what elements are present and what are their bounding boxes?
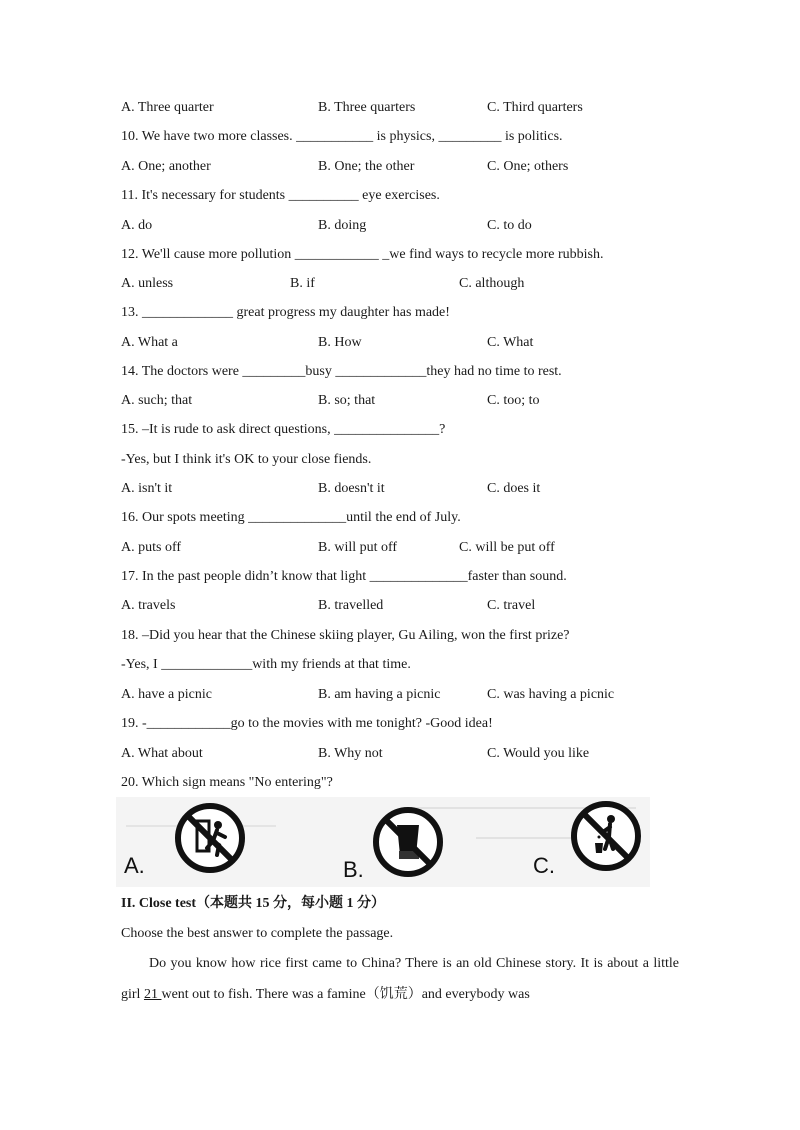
- q9-option-b: B. Three quarters: [318, 100, 416, 115]
- q20-label-b: B.: [343, 857, 364, 882]
- q19-stem: 19. -____________go to the movies with me tonight? -Good idea!: [121, 716, 493, 731]
- passage-text-a: Do you know how rice first came to China? There is an old Chinese story. It is about a little girl: [121, 956, 679, 1002]
- q16-option-c: C. will be put off: [459, 540, 555, 555]
- section-instruction: Choose the best answer to complete the passage.: [121, 926, 394, 941]
- passage-text-b: went out to fish. There was a famine（饥荒）and everybody was: [161, 987, 530, 1002]
- q19-option-a: A. What about: [121, 746, 203, 761]
- q17-option-c: C. travel: [487, 598, 536, 613]
- q12-option-c: C. although: [459, 276, 525, 291]
- q13-option-c: C. What: [487, 335, 534, 350]
- q18-option-c: C. was having a picnic: [487, 687, 615, 702]
- q19-option-b: B. Why not: [318, 746, 383, 761]
- q11-option-b: B. doing: [318, 218, 367, 233]
- q16-option-a: A. puts off: [121, 540, 182, 555]
- q13-option-b: B. How: [318, 335, 362, 350]
- q10-stem: 10. We have two more classes. ___________ is physics, _________ is politics.: [121, 129, 563, 144]
- q12-stem: 12. We'll cause more pollution ____________ _we find ways to recycle more rubbish.: [121, 247, 604, 262]
- q20-sign-image: [116, 797, 650, 887]
- q14-stem: 14. The doctors were _________busy _____________they had no time to rest.: [121, 364, 562, 379]
- q11-option-c: C. to do: [487, 218, 532, 233]
- q15-option-c: C. does it: [487, 481, 541, 496]
- q19-option-c: C. Would you like: [487, 746, 590, 761]
- blank-21: 21: [143, 987, 162, 1002]
- q15-reply: -Yes, but I think it's OK to your close fiends.: [121, 452, 372, 467]
- q15-option-a: A. isn't it: [121, 481, 173, 496]
- q10-option-b: B. One; the other: [318, 159, 415, 174]
- q18-reply: -Yes, I _____________with my friends at that time.: [121, 657, 411, 672]
- passage-paragraph: [121, 948, 679, 1010]
- q16-option-b: B. will put off: [318, 540, 398, 555]
- q11-stem: 11. It's necessary for students __________ eye exercises.: [121, 188, 440, 203]
- no-drinks-sign-icon: [371, 805, 445, 879]
- q17-option-a: A. travels: [121, 598, 176, 613]
- q12-option-a: A. unless: [121, 276, 174, 291]
- q11-option-a: A. do: [121, 218, 153, 233]
- q12-option-b: B. if: [290, 276, 315, 291]
- q20-stem: 20. Which sign means "No entering"?: [121, 775, 333, 790]
- no-entering-sign-icon: [173, 801, 247, 875]
- q13-option-a: A. What a: [121, 335, 178, 350]
- q18-option-a: A. have a picnic: [121, 687, 212, 702]
- q20-label-a: A.: [124, 853, 145, 878]
- no-littering-sign-icon: [569, 799, 643, 873]
- q16-stem: 16. Our spots meeting ______________until the end of July.: [121, 510, 461, 525]
- q18-stem: 18. –Did you hear that the Chinese skiing player, Gu Ailing, won the first prize?: [121, 628, 570, 643]
- q20-label-c: C.: [533, 853, 555, 878]
- q14-option-a: A. such; that: [121, 393, 193, 408]
- q15-option-b: B. doesn't it: [318, 481, 385, 496]
- q9-option-a: A. Three quarter: [121, 100, 214, 115]
- q13-stem: 13. _____________ great progress my daughter has made!: [121, 305, 450, 320]
- q17-option-b: B. travelled: [318, 598, 384, 613]
- q14-option-b: B. so; that: [318, 393, 376, 408]
- q10-option-a: A. One; another: [121, 159, 211, 174]
- section-title: II. Close test（本题共 15 分，每小题 1 分）: [121, 896, 386, 911]
- q14-option-c: C. too; to: [487, 393, 540, 408]
- q10-option-c: C. One; others: [487, 159, 569, 174]
- q9-option-c: C. Third quarters: [487, 100, 583, 115]
- q17-stem: 17. In the past people didn’t know that light ______________faster than sound.: [121, 569, 567, 584]
- q15-stem: 15. –It is rude to ask direct questions, _______________?: [121, 422, 446, 437]
- q18-option-b: B. am having a picnic: [318, 687, 441, 702]
